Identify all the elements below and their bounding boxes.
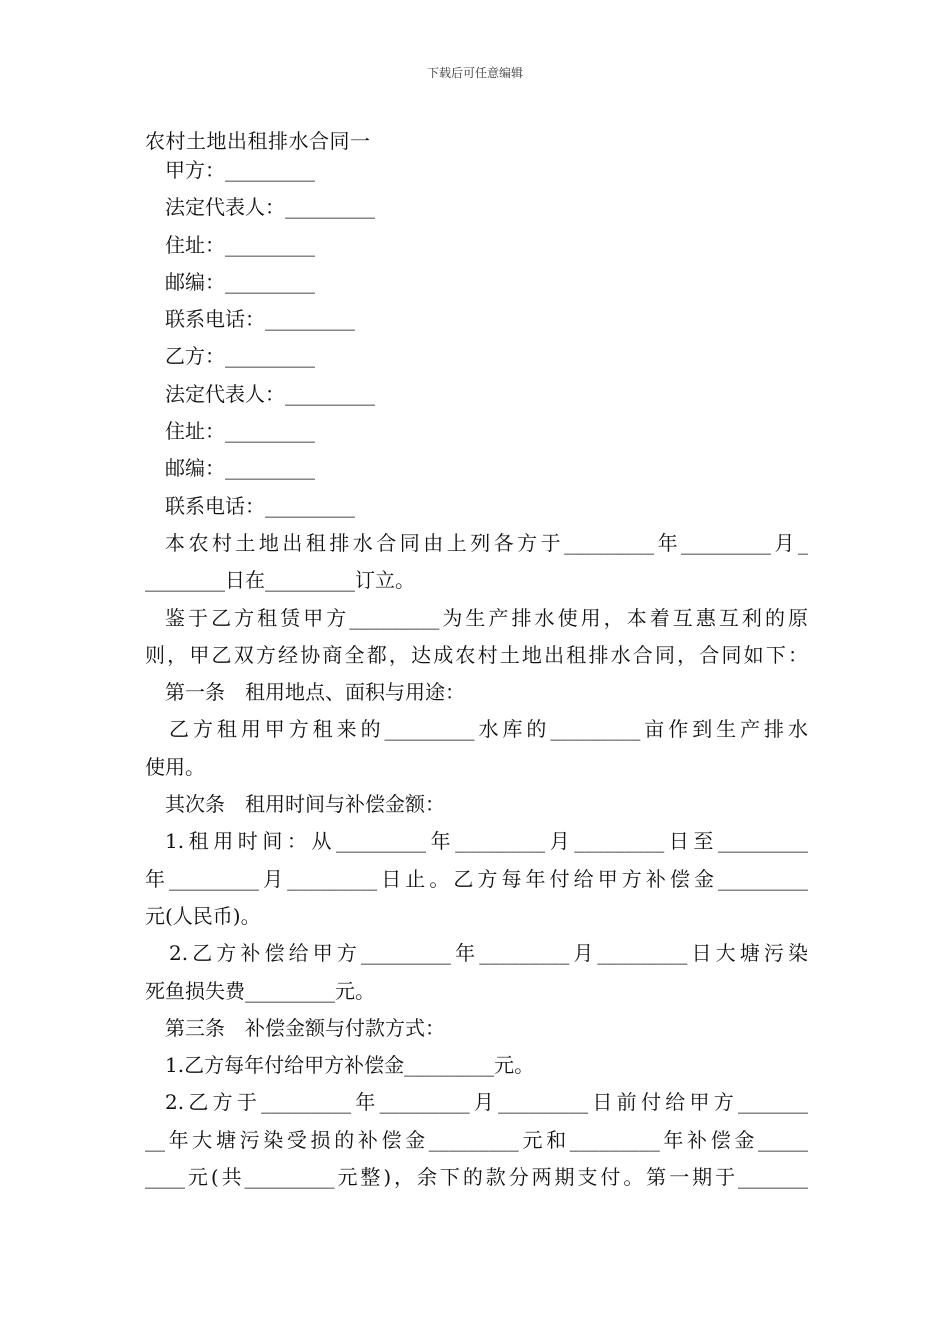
body-line: 本农村土地出租排水合同由上列各方于_________年_________月_: [165, 530, 808, 555]
body-line: 住址：_________: [165, 232, 315, 257]
body-line: 乙方：_________: [165, 344, 315, 369]
body-line: 第三条 补偿金额与付款方式：: [165, 1015, 445, 1040]
body-line: 2.乙方于_________年_________月_________日前付给甲方_______: [165, 1090, 808, 1115]
body-line: 住址：_________: [165, 419, 315, 444]
contract-body: [145, 152, 808, 1196]
body-line: 1.乙方每年付给甲方补偿金_________元。: [165, 1053, 535, 1078]
header-note: 下载后可任意编辑: [426, 66, 523, 80]
body-line: 乙方租用甲方租来的_________水库的_________亩作到生产排水: [169, 717, 808, 742]
body-line: 联系电话：_________: [165, 307, 355, 332]
body-line: 法定代表人：_________: [165, 195, 375, 220]
body-line: 元(人民币)。: [145, 903, 261, 928]
body-line: 则，甲乙双方经协商全都，达成农村土地出租排水合同，合同如下：: [145, 642, 808, 667]
body-line: 第一条 租用地点、面积与用途：: [165, 680, 465, 705]
body-line: 鉴于乙方租赁甲方_________为生产排水使用，本着互惠互利的原: [165, 605, 808, 630]
body-line: 法定代表人：_________: [165, 381, 375, 406]
body-line: ________日在_________订立。: [145, 568, 415, 593]
body-line: 死鱼损失费_________元。: [145, 978, 375, 1003]
body-line: 其次条 租用时间与补偿金额：: [165, 792, 445, 817]
body-line: 联系电话：_________: [165, 493, 355, 518]
body-line: 邮编：_________: [165, 456, 315, 481]
body-line: 年_________月_________日止。乙方每年付给甲方补偿金_________: [145, 866, 808, 891]
body-line: ____元(共_________元整)，余下的款分两期支付。第一期于_______: [145, 1165, 808, 1190]
body-line: 邮编：_________: [165, 269, 315, 294]
body-line: 2.乙方补偿给甲方_________年_________月_________日大塘污染: [169, 941, 808, 966]
body-line: __年大塘污染受损的补偿金_________元和_________年补偿金_____: [145, 1127, 808, 1152]
body-line: 1.租用时间：从_________年_________月_________日至_________: [165, 829, 808, 854]
body-line: 使用。: [145, 754, 205, 779]
document-title: 农村土地出租排水合同一: [145, 129, 371, 153]
body-line: 甲方：_________: [165, 158, 315, 182]
